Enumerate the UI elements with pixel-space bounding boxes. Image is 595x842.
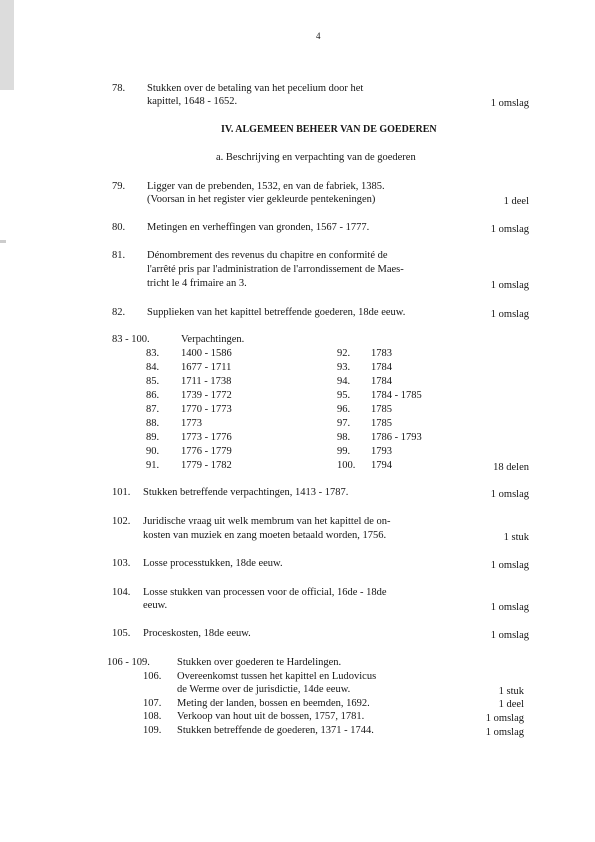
section-subheading: a. Beschrijving en verpachting van de goederen: [216, 152, 416, 163]
sub-years: 1785: [371, 404, 392, 415]
group-title: Verpachtingen.: [181, 334, 245, 345]
section-heading: IV. ALGEMEEN BEHEER VAN DE GOEDEREN: [221, 124, 437, 135]
sub-number: 92.: [337, 348, 351, 359]
item-text-line: Metingen en verheffingen van gronden, 1567 - 1777.: [147, 222, 370, 233]
item-text-line: Ligger van de prebenden, 1532, en van de fabriek, 1385.: [147, 181, 385, 192]
item-quantity: 1 omslag: [490, 309, 529, 320]
sub-number: 91.: [146, 460, 160, 471]
item-text-line: Juridische vraag uit welk membrum van het kapittel de on-: [143, 516, 391, 527]
sub-number: 108.: [143, 711, 162, 722]
item-number: 105.: [112, 628, 131, 639]
item-text-line: Verkoop van hout uit de bossen, 1757, 1781.: [177, 711, 365, 722]
sub-years: 1783: [371, 348, 392, 359]
item-number: 103.: [112, 558, 131, 569]
sub-years: 1779 - 1782: [181, 460, 232, 471]
sub-years: 1793: [371, 446, 392, 457]
sub-number: 96.: [337, 404, 351, 415]
item-text-line: tricht le 4 frimaire an 3.: [147, 278, 247, 289]
sub-years: 1786 - 1793: [371, 432, 422, 443]
sub-years: 1785: [371, 418, 392, 429]
item-number: 78.: [112, 83, 126, 94]
sub-years: 1677 - 1711: [181, 362, 232, 373]
item-quantity: 1 omslag: [490, 224, 529, 235]
item-text-line: Supplieken van het kapittel betreffende goederen, 18de eeuw.: [147, 307, 406, 318]
group-range: 83 - 100.: [112, 334, 150, 345]
sub-years: 1711 - 1738: [181, 376, 232, 387]
item-quantity: 1 stuk: [498, 686, 524, 697]
sub-number: 94.: [337, 376, 351, 387]
sub-number: 84.: [146, 362, 160, 373]
group-title: Stukken over goederen te Hardelingen.: [177, 657, 342, 668]
sub-number: 87.: [146, 404, 160, 415]
sub-number: 100.: [337, 460, 356, 471]
sub-years: 1794: [371, 460, 392, 471]
sub-years: 1773: [181, 418, 202, 429]
item-text-line: Stukken betreffende de goederen, 1371 - 1744.: [177, 725, 374, 736]
item-number: 104.: [112, 587, 131, 598]
item-text-line: Meting der landen, bossen en beemden, 1692.: [177, 698, 370, 709]
scan-edge-mark: [0, 240, 6, 243]
item-quantity: 1 omslag: [485, 713, 524, 724]
sub-years: 1400 - 1586: [181, 348, 232, 359]
sub-number: 93.: [337, 362, 351, 373]
item-quantity: 1 stuk: [503, 532, 529, 543]
item-quantity: 1 omslag: [485, 727, 524, 738]
sub-number: 98.: [337, 432, 351, 443]
sub-number: 107.: [143, 698, 162, 709]
item-quantity: 1 omslag: [490, 98, 529, 109]
sub-number: 97.: [337, 418, 351, 429]
item-text-line: (Voorsan in het register vier gekleurde pentekeningen): [147, 194, 376, 205]
item-quantity: 1 deel: [498, 699, 524, 710]
item-quantity: 1 omslag: [490, 280, 529, 291]
sub-years: 1784: [371, 376, 392, 387]
sub-years: 1776 - 1779: [181, 446, 232, 457]
item-text-line: Overeenkomst tussen het kapittel en Ludovicus: [177, 671, 377, 682]
sub-years: 1770 - 1773: [181, 404, 232, 415]
item-text-line: eeuw.: [143, 600, 168, 611]
item-text-line: de Werme over de jurisdictie, 14de eeuw.: [177, 684, 351, 695]
item-text-line: Losse processtukken, 18de eeuw.: [143, 558, 283, 569]
item-text-line: Dénombrement des revenus du chapitre en conformité de: [147, 250, 388, 261]
sub-number: 90.: [146, 446, 160, 457]
item-number: 79.: [112, 181, 126, 192]
sub-number: 83.: [146, 348, 160, 359]
group-range: 106 - 109.: [107, 657, 150, 668]
item-quantity: 1 deel: [503, 196, 529, 207]
item-number: 82.: [112, 307, 126, 318]
sub-number: 85.: [146, 376, 160, 387]
item-quantity: 1 omslag: [490, 630, 529, 641]
sub-years: 1784 - 1785: [371, 390, 422, 401]
item-text-line: Stukken betreffende verpachtingen, 1413 - 1787.: [143, 487, 349, 498]
sub-number: 99.: [337, 446, 351, 457]
item-number: 80.: [112, 222, 126, 233]
item-quantity: 1 omslag: [490, 602, 529, 613]
item-quantity: 1 omslag: [490, 560, 529, 571]
sub-number: 86.: [146, 390, 160, 401]
item-text-line: Stukken over de betaling van het pecelium door het: [147, 83, 364, 94]
item-quantity: 1 omslag: [490, 489, 529, 500]
item-text-line: Losse stukken van processen voor de official, 16de - 18de: [143, 587, 387, 598]
sub-years: 1784: [371, 362, 392, 373]
item-number: 81.: [112, 250, 126, 261]
item-text-line: Proceskosten, 18de eeuw.: [143, 628, 251, 639]
sub-number: 109.: [143, 725, 162, 736]
item-text-line: kosten van muziek en zang moeten betaald worden, 1756.: [143, 530, 387, 541]
sub-years: 1739 - 1772: [181, 390, 232, 401]
sub-number: 89.: [146, 432, 160, 443]
item-number: 101.: [112, 487, 131, 498]
item-text-line: kapittel, 1648 - 1652.: [147, 96, 238, 107]
page-number: 4: [316, 31, 321, 41]
sub-number: 88.: [146, 418, 160, 429]
sub-number: 95.: [337, 390, 351, 401]
sub-years: 1773 - 1776: [181, 432, 232, 443]
item-quantity: 18 delen: [493, 462, 529, 473]
sub-number: 106.: [143, 671, 162, 682]
item-number: 102.: [112, 516, 131, 527]
item-text-line: l'arrêté pris par l'administration de l'arrondissement de Maes-: [147, 264, 404, 275]
scan-edge-mark: [0, 0, 14, 90]
